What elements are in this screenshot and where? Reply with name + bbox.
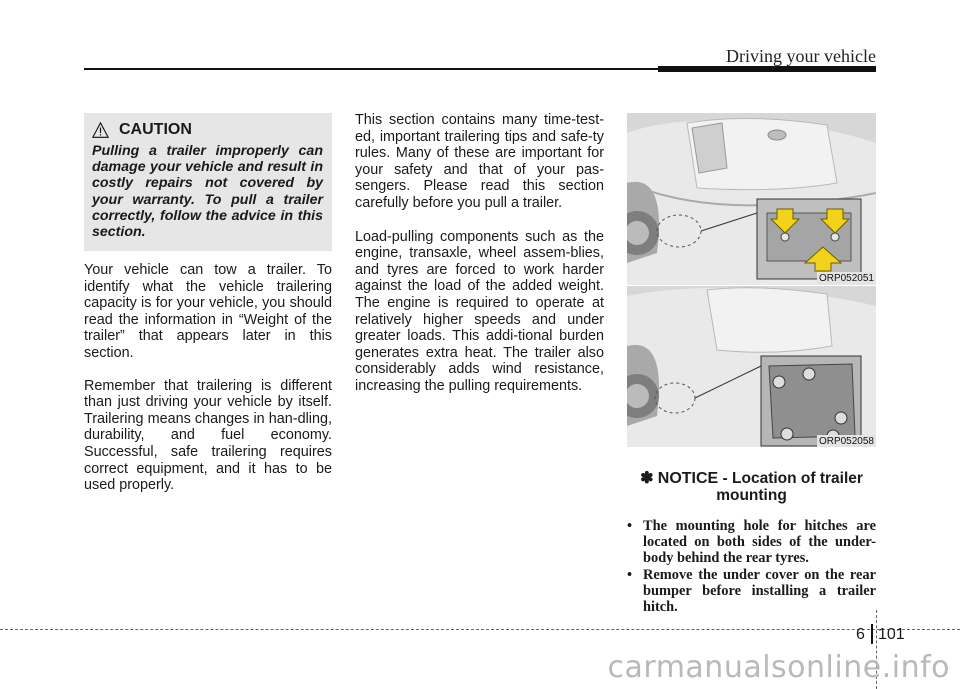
paragraph: Your vehicle can tow a trailer. To identify what the vehicle trailering capacity is for your vehicle, you should read the information in “Weight of the trailer” that appears later in this section. xyxy=(84,262,332,361)
figure-code: ORP052051 xyxy=(818,273,874,284)
paragraph: Load-pulling components such as the engine, transaxle, wheel assem-blies, and tyres are forced to work harder against the load of the added weight. The engine is required to operate at relatively higher speeds and under greater loads. This addi-tional burden generates extra heat. The trailer also considerably adds wind resistance, increasing the pulling requirements. xyxy=(355,228,604,394)
caution-header xyxy=(92,121,323,139)
page-separator xyxy=(871,624,873,644)
list-item: • The mounting hole for hitches are located on both sides of the under-body behind the rear tyres. xyxy=(627,518,876,567)
header-bar xyxy=(658,66,876,72)
header-rule xyxy=(84,68,661,70)
watermark: carmanualsonline.info xyxy=(607,650,950,685)
figure-rear-bumper xyxy=(627,113,876,285)
under-cover-illustration xyxy=(627,286,876,447)
notice-list xyxy=(627,518,876,615)
list-item: • Remove the under cover on the rear bumper before installing a trailer hitch. xyxy=(627,567,876,616)
notice-symbol-icon: ✽ xyxy=(640,470,654,487)
paragraph: Remember that trailering is different than just driving your vehicle by itself. Trailering means changes in han-dling, durability, and fuel economy. Successful, safe trailering requires correct equipment, and it has to be used properly. xyxy=(84,377,332,494)
notice-section xyxy=(627,470,876,615)
notice-heading xyxy=(627,470,876,504)
footer-rule xyxy=(0,629,960,630)
notice-label: NOTICE xyxy=(657,470,719,487)
car-rear-illustration xyxy=(627,113,876,285)
caution-body: Pulling a trailer improperly can damage your vehicle and result in costly repairs not covered by your warranty. To pull a trailer correctly, follow the advice in this section. xyxy=(92,143,323,241)
notice-title: - Location of trailer mounting xyxy=(716,470,863,504)
left-column xyxy=(84,262,332,494)
header-title: Driving your vehicle xyxy=(726,46,876,66)
figure-code: ORP052058 xyxy=(818,436,874,447)
middle-column xyxy=(355,112,604,395)
caution-title: CAUTION xyxy=(119,121,192,138)
paragraph: This section contains many time-test-ed, important trailering tips and safe-ty rules. Many of these are important for your safety and that of your pas-sengers. Please read this section carefully before you pull a trailer. xyxy=(355,112,604,211)
page-number: 101 xyxy=(878,626,905,643)
chapter-number: 6 xyxy=(856,626,865,643)
caution-box xyxy=(84,113,332,251)
warning-icon xyxy=(92,122,109,139)
figure-under-cover xyxy=(627,286,876,447)
